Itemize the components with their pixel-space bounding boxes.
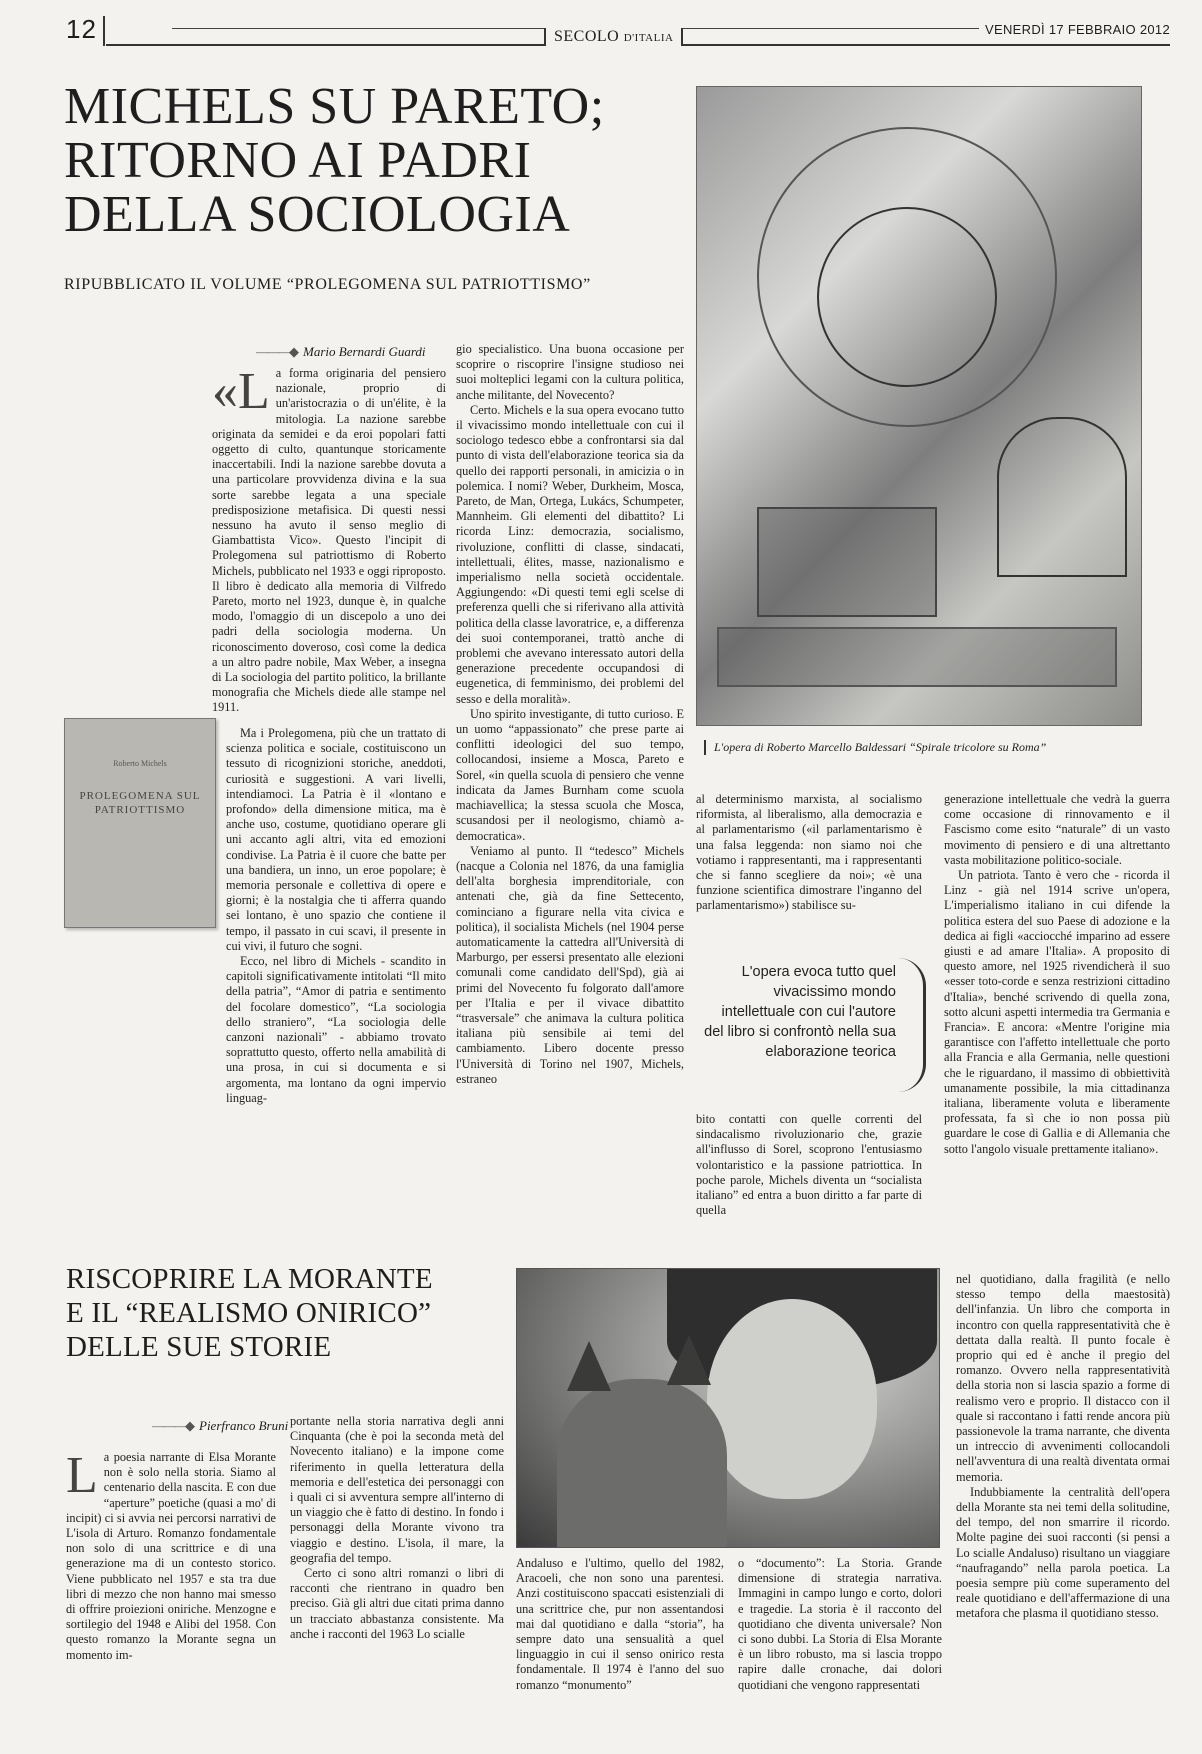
morante-photo bbox=[516, 1268, 940, 1548]
drop-cap: «L bbox=[212, 366, 270, 420]
article2-col5 bbox=[956, 1272, 1170, 1746]
article2-col4 bbox=[738, 1556, 942, 1746]
newspaper-name-main: SECOLO bbox=[554, 28, 620, 45]
article1-paragraph: Uno spirito investigante, di tutto curioso. E un uomo “appassionato” che prese parte ai conflitti ideologici del suo tempo, collocandosi, insieme a Mosca, Pareto e Sorel, «in quella scuola di pensiero che venne indicata da James Burnham come scuola machiavellica; la stessa scuola che Mosca, scusandosi per il neologismo, chiamò a-democratica». bbox=[456, 706, 684, 843]
article1-title: MICHELS SU PARETO; RITORNO AI PADRI DELLA SOCIOLOGIA bbox=[64, 78, 605, 243]
newspaper-name-suffix: D'ITALIA bbox=[623, 32, 674, 44]
article2-col3 bbox=[516, 1556, 724, 1746]
article1-paragraph: Certo. Michels e la sua opera evocano tutto il vivacissimo mondo intellettuale con cui il sociologo tedesco ebbe a confrontarsi sia dal punto di vista dell'elaborazione teorica sia da quello dei rapporti personali, in amicizia o in polemica. I nomi? Weber, Durkheim, Mosca, Pareto, de Man, Ortega, Lukács, Schumpeter, Mannheim. Gli elementi del dibattito? Li ricorda Linz: democrazia, socialismo, rivoluzione, conflitti di classe, sindacati, intellettuali, élites, masse, nazionalismo e imperialismo nella società occidentale. Aggiungendo: «Di questi temi egli scelse di preferenza quelli che si riferivano alla attività politica della classe lavoratrice, e, a differenza dei suoi contemporanei, trattò anche di problemi che avevano interessato autori della generazione precedente occupandosi di eugenetica, di femminismo, dei problemi del sesso e della moralità». bbox=[456, 402, 684, 706]
article2-col2 bbox=[290, 1414, 504, 1746]
article2-col1 bbox=[66, 1450, 276, 1746]
artwork-image bbox=[696, 86, 1142, 726]
photo-face bbox=[707, 1299, 877, 1499]
book-author: Roberto Michels bbox=[113, 759, 167, 768]
article1-paragraph: al determinismo marxista, al socialismo riformista, al liberalismo, alla democrazia e al parlamentarismo («il parlamentarismo è una falsa leggenda: non siamo noi che votiamo i rappresentanti, ma i rappresentanti che si fanno scegliere da noi»; «è una funzione scientifica dimostrare l'inganno del parlamentarismo») stabilisce su- bbox=[696, 792, 922, 913]
article2-paragraph-text: a poesia narrante di Elsa Morante non è solo nella storia. Siamo al centenario della nascita. E con due “aperture” poetiche (quasi a mo' di incipit) ci si avvia nei percorsi narrativi de L'isola di Arturo. Romanzo fondamentale non solo di una scrittrice e di una generazione ma di un contesto storico. Viene pubblicato nel 1957 e sta tra due libri di mezzo che non hanno mai smesso di offrire proiezioni oniriche. Menzogne e sortilegio del 1948 e Alibi del 1958. Con questo romanzo la Morante segna un momento im- bbox=[66, 1450, 276, 1662]
article1-paragraph-text: a forma originaria del pensiero nazionale, proprio di un'aristocrazia o di un'élite, è la mitologia. La nazione sarebbe originata da semidei e da eroi popolari fatti oggetto di culto, quantunque storicamente inaccertabili. Indi la nazione sarebbe dovuta a una particolare provvidenza divina e la sua sorte sarebbe legata a una speciale predisposizione metafisica. Di questi nessi nessuno ha avuto il senso meglio di Giambattista Vico». Questo l'incipit di Prolegomena sul patriottismo di Roberto Michels, pubblicato nel 1933 e oggi riproposto. Il libro è dedicato alla memoria di Vilfredo Pareto, morto nel 1923, dunque è, in qualche modo, l'omaggio di un discepolo a uno dei padri della sociologia moderna. Un riconoscimento doveroso, così come la dedica a un altro padre nobile, Max Weber, a insegna di La sociologia del partito politico, la brillante monografia che Michels diede alle stampe nel 1911. bbox=[212, 366, 446, 715]
article1-col2 bbox=[456, 342, 684, 1232]
artwork-ground bbox=[717, 627, 1117, 687]
artwork-spiral bbox=[817, 207, 997, 387]
article1-paragraph bbox=[212, 366, 446, 716]
article1-col4 bbox=[944, 792, 1170, 1242]
photo-cat-ear bbox=[667, 1335, 711, 1385]
article2-paragraph bbox=[66, 1450, 276, 1663]
article1-paragraph: Ecco, nel libro di Michels - scandito in capitoli significativamente intitolati “Il mito della patria”, “Amor di patria e sentimento del focolare domestico”, “La sociologia dello straniero”, “La sociologia delle canzoni nazionali” - abbiamo trovato soprattutto questo, offerto nella amabilità di una prosa, in cui si documenta e si argomenta, ma lontano da ogni impervio linguag- bbox=[226, 954, 446, 1105]
article1-paragraph: Un patriota. Tanto è vero che - ricorda il Linz - già nel 1914 scrive un'opera, L'imperialismo italiano in cui difende la politica estera del suo Paese di adozione e la dedica ai figli «acciocché imparino ad essere giusti e ad amare l'Italia». A proposito di questo amore, nel 1925 rivendicherà il suo «esser toto-corde e senza restrizioni cittadino d'Italia», benché scrivendo di quella zona, sotto alcuni aspetti intermedia tra Germania e Francia». E ancora: «Mentre l'origine mia garantisce con l'affetto intellettuale che porto alla Francia e alla Germania, nelle questioni che le riguardano, il massimo di obbiettività umanamente possibile, la mia cittadinanza italiana, liberamente voluta e liberamente professata, fa sì che io non possa più guardare le cose di Gallia e di Allemania che sotto l'angolo visuale prettamente italiano». bbox=[944, 868, 1170, 1156]
article2-paragraph: Andaluso e l'ultimo, quello del 1982, Aracoeli, che non sono una parentesi. Anzi costituiscono spaccati esistenziali di una scrittrice che, pur non assentandosi mai dal quotidiano e dalla “storia”, ha sempre dato una sensualità a quel linguaggio in cui il senso onirico resta fondamentale. Il 1974 è l'anno del suo romanzo “monumento” bbox=[516, 1556, 724, 1692]
issue-date: VENERDÌ 17 FEBBRAIO 2012 bbox=[979, 22, 1170, 37]
book-cover-image bbox=[64, 718, 216, 928]
article1-paragraph: generazione intellettuale che vedrà la guerra come occasione di rinnovamento e il Fascismo come esito “naturale” di un vasto movimento di pensiero e di una altrettanto vasta mobilitazione politico-sociale. bbox=[944, 792, 1170, 867]
article1-paragraph: Ma i Prolegomena, più che un trattato di scienza politica e sociale, costituiscono un tessuto di ricognizioni storiche, aneddoti, curiosità e suggestioni. A vari livelli, intendiamoci. La Patria è il «lontano e profondo» della dimensione mitica, ma è anche uso, costume, quotidiano operare gli uni accanto agli altri, vita ed emozioni condivise. La Patria è il cuore che batte per una bandiera, un inno, un eroe popolare; è memoria personale e collettiva di opere e giorni; è la nostalgia che ti afferra quando sei lontano, è uno spazio che contiene il tempo, il passato in cui scavi, il presente in cui vivi, il futuro che sogni. bbox=[226, 726, 446, 953]
article1-paragraph: Veniamo al punto. Il “tedesco” Michels (nacque a Colonia nel 1876, da una famiglia dell'alta borghesia imprenditoriale, con antenati che, già da fine Settecento, cominciano a figurare nella vita civica e politica), il socialista Michels (nel 1904 perse automaticamente la cattedra all'Università di Marburgo, per essersi presentato alle elezioni comunali come candidato dell'Spd), già ai primi del Novecento fu folgorato dall'amore per l'Italia e per il vivace dibattito “trasversale” che animava la cultura politica italiana più sensibile ai temi del cambiamento. Libero docente presso l'Università di Torino nel 1907, Michels, estraneo bbox=[456, 843, 684, 1086]
article2-paragraph: Indubbiamente la centralità dell'opera della Morante sta nei temi della solitudine, del tempo, del non smarrire il ricordo. Molte pagine dei suoi racconti (si pensi a Lo scialle Andaluso) risultano un viaggiare “naufragando” nella parola poetica. La poesia sempre più come superamento del reale quotidiano e dell'affermazione di una metafora che plasma il quotidiano stesso. bbox=[956, 1484, 1170, 1621]
newspaper-name bbox=[544, 28, 683, 46]
pull-quote-bracket bbox=[898, 958, 926, 1092]
article2-title bbox=[66, 1262, 506, 1364]
artwork-building bbox=[757, 507, 937, 617]
article1-col1-bottom bbox=[226, 726, 446, 1246]
article1-col3-top bbox=[696, 792, 922, 952]
photo-cat bbox=[557, 1379, 727, 1548]
article1-byline: ———◆ Mario Bernardi Guardi bbox=[256, 344, 426, 360]
article2-byline: ———◆ Pierfranco Bruni bbox=[152, 1418, 288, 1434]
book-title: PROLEGOMENA SUL PATRIOTTISMO bbox=[79, 790, 201, 816]
article2-paragraph: nel quotidiano, dalla fragilità (e nello stesso tempo della maestosità) dell'infanzia. Un libro che comporta in incontro con quella rappresentatività che è dettata dalla realtà. Il punto focale è proprio qui ed è anche il pregio del romanzo. Ovvero nella rappresentatività della storia non si lascia spazio a forme di realismo vero e proprio. Il distacco con il quale si raccontano i fatti rende ancora più passionevole la trama narrante, che diventa un intreccio di avvenimenti collocandoli nell'avventura di una realtà diventata ormai memoria. bbox=[956, 1272, 1170, 1484]
article1-col1-top bbox=[212, 366, 446, 726]
article1-paragraph: bito contatti con quelle correnti del sindacalismo rivoluzionario che, grazie all'influsso di Sorel, scoprono l'entusiasmo volontaristico e la passione patriottica. In poche parole, Michels diventa un “socialista italiano” ed entra a buon diritto a far parte di quella bbox=[696, 1112, 922, 1218]
masthead bbox=[66, 14, 1170, 48]
article2-paragraph: o “documento”: La Storia. Grande dimensione di strategia narrativa. Immagini in campo lungo e corto, dolori e tragedie. La storia è il racconto del quotidiano che diventa universale? Non ci sono dubbi. La Storia di Elsa Morante è un libro robusto, ma si lascia troppo rapire dalle cronache, dai dolori quotidiani che vengono rappresentati bbox=[738, 1556, 942, 1692]
pull-quote: L'opera evoca tutto quel vivacissimo mondo intellettuale con cui l'autore del libro si confrontò nella sua elaborazione teorica bbox=[704, 964, 896, 1060]
artwork-arch bbox=[997, 417, 1127, 577]
article1-col3-bottom bbox=[696, 1112, 922, 1237]
article1-subtitle: RIPUBBLICATO IL VOLUME “PROLEGOMENA SUL PATRIOTTISMO” bbox=[64, 276, 591, 293]
article2-title-line3: DELLE SUE STORIE bbox=[66, 1331, 332, 1363]
article2-title-line1: RISCOPRIRE LA MORANTE bbox=[66, 1263, 433, 1295]
article2-title-line2: E IL “REALISMO ONIRICO” bbox=[66, 1297, 432, 1329]
article1-paragraph: gio specialistico. Una buona occasione per scoprire o riscoprire l'insigne studioso nei suoi molteplici legami con la cultura politica, anche militante, del Novecento? bbox=[456, 342, 684, 402]
artwork-caption: L'opera di Roberto Marcello Baldessari “Spirale tricolore su Roma” bbox=[704, 740, 1144, 755]
photo-cat-ear bbox=[567, 1341, 611, 1391]
article2-paragraph: portante nella storia narrativa degli anni Cinquanta (che è poi la seconda metà del Novecento italiano) e la impone come riferimento in quella letteratura della memoria e dell'estetica dei personaggi con i quali ci si avventura sempre all'interno di un viaggio che è fatto di destino. In fondo i personaggi della Morante vivono tra viaggio e destino. L'isola, il mare, la geografia del tempo. bbox=[290, 1414, 504, 1565]
drop-cap: L bbox=[66, 1450, 98, 1504]
article2-paragraph: Certo ci sono altri romanzi o libri di racconti che rientrano in quadro ben preciso. Già gli altri due citati prima danno un tracciato abbastanza consistente. Ma anche i racconti del 1963 Lo scialle bbox=[290, 1566, 504, 1641]
page-number: 12 bbox=[66, 14, 97, 44]
